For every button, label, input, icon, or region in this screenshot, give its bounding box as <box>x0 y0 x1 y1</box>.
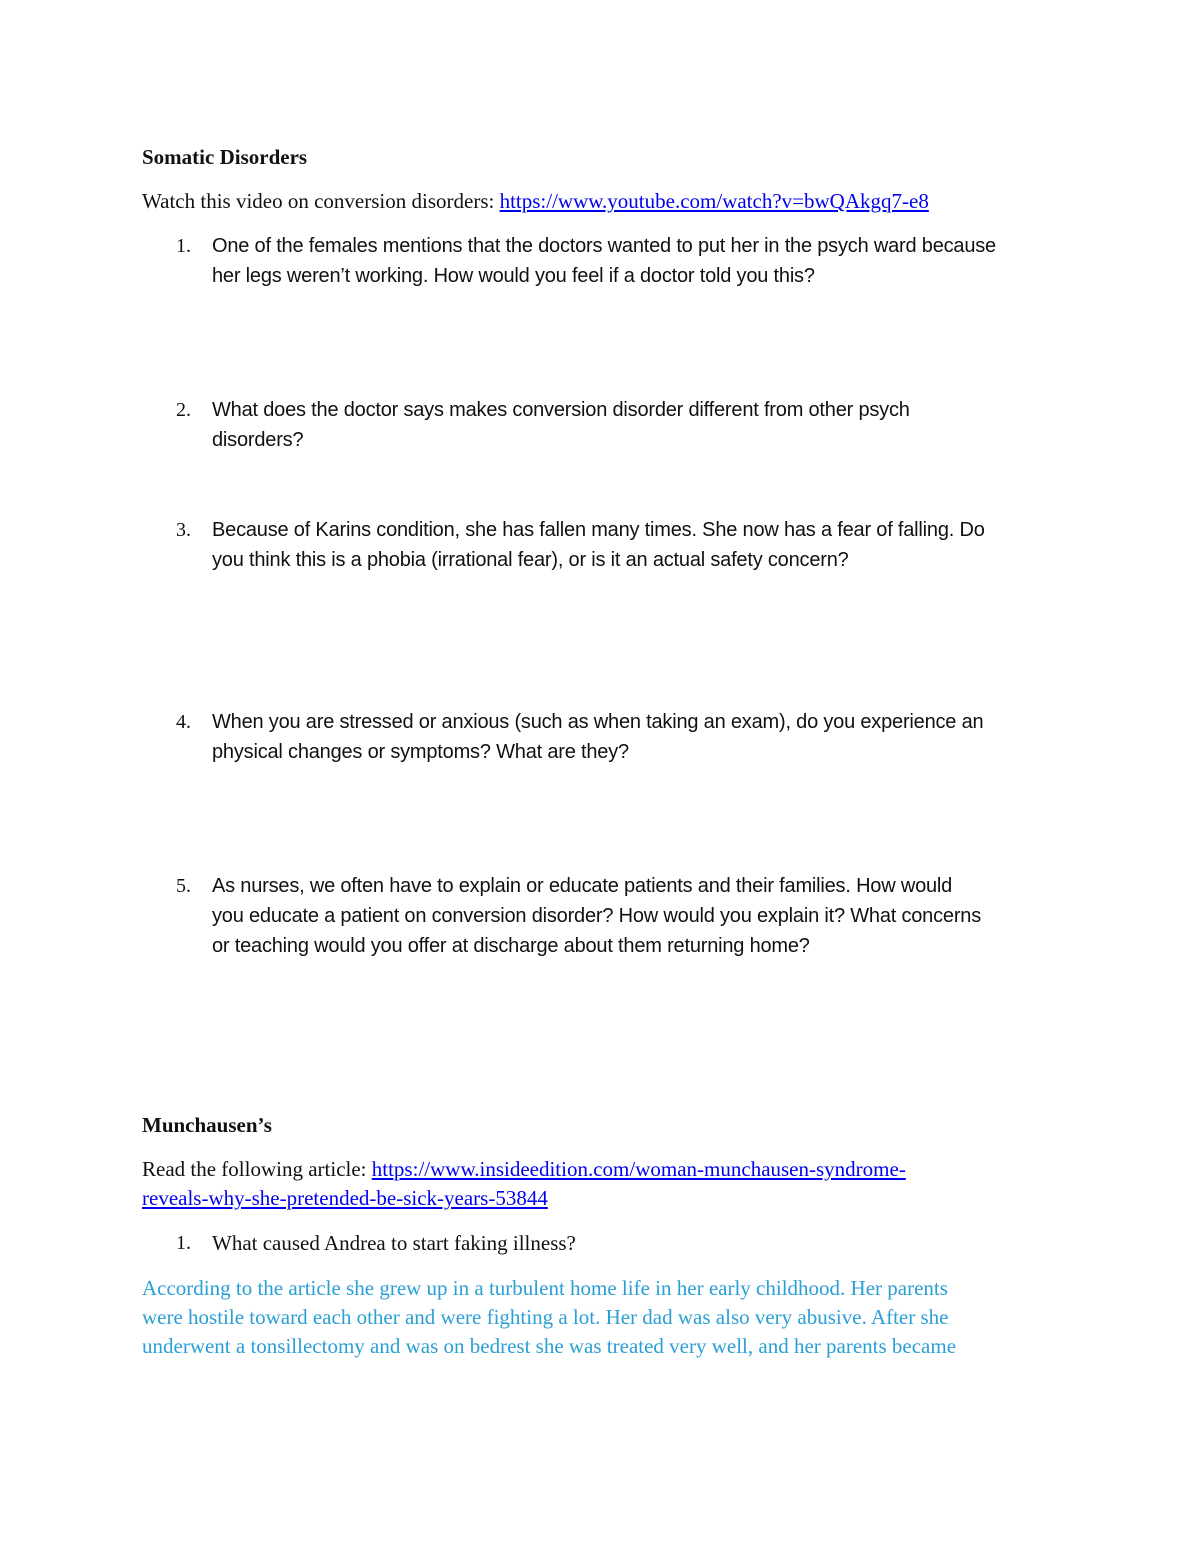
question-2-line-1: What does the doctor says makes conversion disorder different from other psych <box>212 399 910 421</box>
section-heading-munchausen: Munchausen’s <box>142 1113 272 1137</box>
video-link[interactable]: https://www.youtube.com/watch?v=bwQAkgq7-e8 <box>499 189 929 213</box>
article-link-part-2[interactable]: reveals-why-she-pretended-be-sick-years-53844 <box>142 1186 548 1210</box>
question-number: 1. <box>176 1232 191 1254</box>
question-number: 5. <box>176 875 191 897</box>
question-5-line-2: you educate a patient on conversion disorder? How would you explain it? What concerns <box>212 905 982 927</box>
article-intro-text: Read the following article: <box>142 1157 372 1181</box>
question-number: 1. <box>176 235 191 257</box>
video-intro <box>142 186 929 216</box>
question-number: 4. <box>176 711 191 733</box>
article-link-part-1[interactable]: https://www.insideedition.com/woman-munchausen-syndrome- <box>371 1157 906 1181</box>
question-3-line-2: you think this is a phobia (irrational fear), or is it an actual safety concern? <box>212 549 849 571</box>
question-5-line-3: or teaching would you offer at discharge about them returning home? <box>212 935 810 957</box>
munchausen-question-1: What caused Andrea to start faking illness? <box>212 1231 576 1255</box>
question-number: 3. <box>176 519 191 541</box>
video-intro-text: Watch this video on conversion disorders: <box>142 189 500 213</box>
question-1-line-1: One of the females mentions that the doctors wanted to put her in the psych ward because <box>212 235 996 257</box>
question-1-line-2: her legs weren’t working. How would you feel if a doctor told you this? <box>212 265 815 287</box>
article-intro-continued <box>142 1183 548 1213</box>
section-heading-somatic: Somatic Disorders <box>142 145 308 169</box>
question-4-line-1: When you are stressed or anxious (such as when taking an exam), do you experience an <box>212 711 984 733</box>
question-5-line-1: As nurses, we often have to explain or educate patients and their families. How would <box>212 875 953 897</box>
answer-line-1: According to the article she grew up in a turbulent home life in her early childhood. Her parents <box>142 1276 948 1300</box>
question-number: 2. <box>176 399 191 421</box>
answer-line-3: underwent a tonsillectomy and was on bedrest she was treated very well, and her parents became <box>142 1334 957 1358</box>
article-intro <box>142 1154 906 1184</box>
answer-line-2: were hostile toward each other and were fighting a lot. Her dad was also very abusive. After she <box>142 1305 949 1329</box>
question-4-line-2: physical changes or symptoms? What are they? <box>212 741 629 763</box>
question-3-line-1: Because of Karins condition, she has fallen many times. She now has a fear of falling. Do <box>212 519 985 541</box>
question-2-line-2: disorders? <box>212 429 304 451</box>
